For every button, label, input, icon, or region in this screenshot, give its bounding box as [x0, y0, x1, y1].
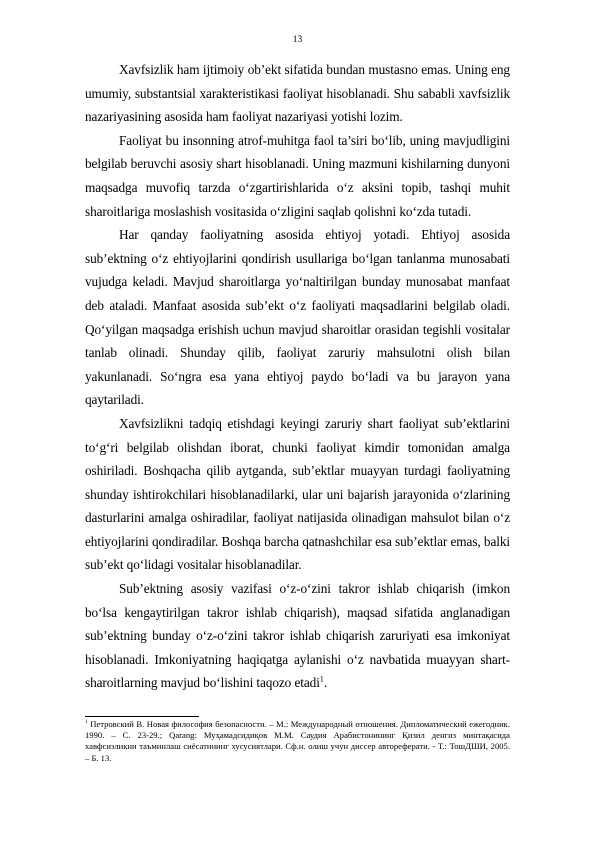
footnote-text: Петровский В. Новая философия безопасности. – М.: Международный отношения. Дипломатический ежегодник. 1990. – С. 23-29.; Qarang: Муҳамадсидиқов М.М. Саудия Арабистонининг Қизил денгиз минтақасида хавфсизликни таъминлаш сиёсатининг хусусиятлари. Сф.н. олиш учун диссер автореферати. - Т.: ТошДШИ, 2005. – Б. 13. — [85, 719, 510, 763]
paragraph-1: Xavfsizlik ham ijtimoiy ob’ekt sifatida bundan mustasno emas. Uning eng umumiy, substantsial xarakteristikasi faoliyat hisoblanadi. Shu sababli xavfsizlik nazariyasining asosida ham faoliyat nazariyasi yotishi lozim. — [85, 62, 510, 125]
paragraph-5-end: . — [323, 675, 328, 691]
footnote — [85, 719, 510, 764]
body-text — [85, 58, 510, 695]
page-number: 13 — [292, 35, 303, 45]
footnote-divider — [85, 716, 199, 717]
footnote-marker: 1 — [85, 719, 88, 726]
paragraph-2: Faoliyat bu insonning atrof-muhitga faol ta’siri bo‘lib, uning mavjudligini belgilab beruvchi asosiy shart hisoblanadi. Uning mazmuni kishilarning dunyoni maqsadga muvofiq tarzda o‘zgartirishlarida o‘z aksini topib, tashqi muhit sharoitlariga moslashish vositasida o‘zligini saqlab qolishni ko‘zda tutadi. — [85, 132, 510, 219]
paragraph-5-text: Sub’ektning asosiy vazifasi o‘z-o‘zini takror ishlab chiqarish (imkon bo‘lsa kengaytirilgan takror ishlab chiqarish), maqsad sifatida anglanadigan sub’ektning bunday o‘z-o‘zini takror ishlab chiqarish zaruriyati esa imkoniyat hisoblanadi. Imkoniyatning haqiqatga aylanishi o‘z navbatida muayyan shart-sharoitlarning mavjud bo‘lishini taqozo etadi — [85, 581, 510, 691]
paragraph-4: Xavfsizlikni tadqiq etishdagi keyingi zaruriy shart faoliyat sub’ektlarini to‘g‘ri belgilab olishdan iborat, chunki faoliyat kimdir tomonidan amalga oshiriladi. Boshqacha qilib aytganda, sub’ektlar muayyan turdagi faoliyatning shunday ishtirokchilari hisoblanadilarki, ular uni bajarish jarayonida o‘zlarining dasturlarini amalga oshiradilar, faoliyat natijasida olinadigan mahsulot bilan o‘z ehtiyojlarini qondiradilar. Boshqa barcha qatnashchilar esa sub’ektlar emas, balki sub’ekt qo‘lidagi vositalar hisoblanadilar. — [85, 415, 510, 573]
paragraph-5 — [85, 577, 510, 695]
footnote-reference: 1 — [319, 675, 324, 685]
paragraph-3: Har qanday faoliyatning asosida ehtiyoj yotadi. Ehtiyoj asosida sub’ektning o‘z ehtiyojlarini qondirish usullariga bo‘lgan tanlanma munosabati vujudga keladi. Mavjud sharoitlarga yo‘naltirilgan bunday munosabat manfaat deb ataladi. Manfaat asosida sub’ekt o‘z faoliyati maqsadlarini belgilab oladi. Qo‘yilgan maqsadga erishish uchun mavjud sharoitlar orasidan tegishli vositalar tanlab olinadi. Shunday qilib, faoliyat zaruriy mahsulotni olish bilan yakunlanadi. So‘ngra esa yana ehtiyoj paydo bo‘ladi va bu jarayon yana qaytariladi. — [85, 227, 510, 408]
